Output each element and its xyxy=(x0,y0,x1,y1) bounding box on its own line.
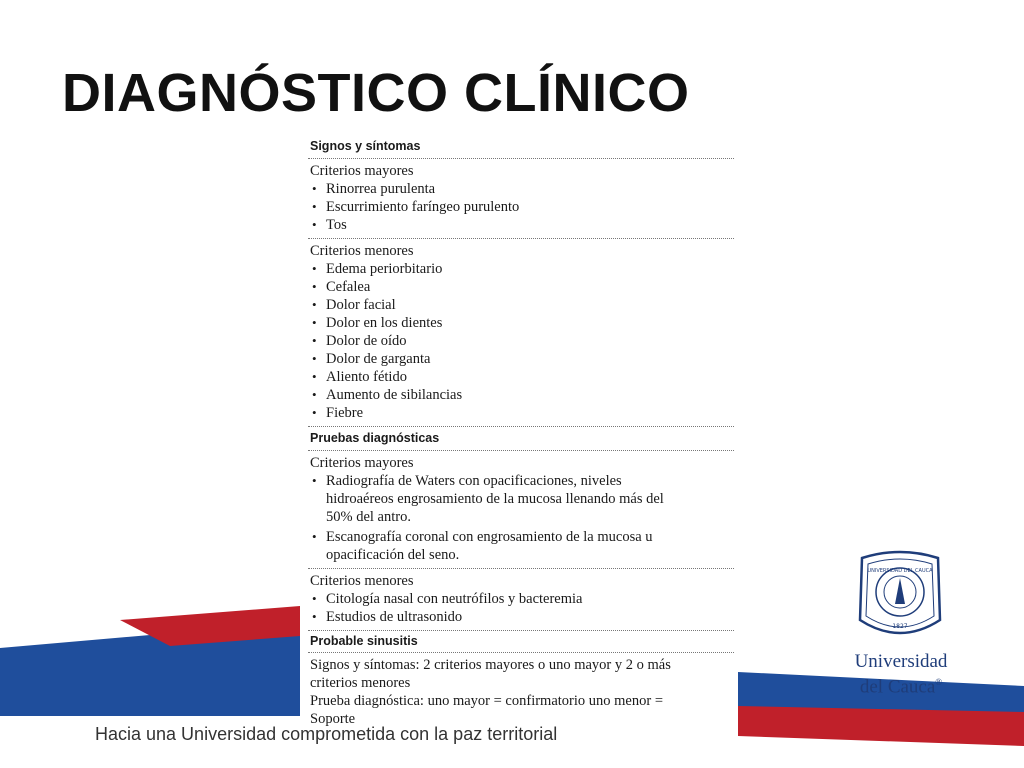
rule xyxy=(308,426,734,427)
footer-slogan: Hacia una Universidad comprometida con la paz territorial xyxy=(95,724,558,744)
bullet: • xyxy=(312,405,317,420)
probable-heading: Probable sinusitis xyxy=(310,634,418,648)
seal-year: 1827 xyxy=(892,623,908,630)
list-item: Dolor de oído xyxy=(326,333,407,349)
probable-line: Prueba diagnóstica: uno mayor = confirmatorio uno menor = xyxy=(310,693,663,709)
list-item-continuation: opacificación del seno. xyxy=(326,547,460,563)
list-item: Citología nasal con neutrófilos y bacteremia xyxy=(326,591,583,607)
signs-minor-title: Criterios menores xyxy=(310,243,414,259)
list-item: Aumento de sibilancias xyxy=(326,387,463,403)
probable-line: criterios menores xyxy=(310,675,411,691)
university-name-line2: del Cauca xyxy=(859,676,936,698)
university-name-line2-wrap xyxy=(836,672,966,697)
list-item-continuation: hidroaéreos engrosamiento de la mucosa llenando más del xyxy=(326,491,664,507)
criteria-document xyxy=(300,132,738,736)
list-item-continuation: 50% del antro. xyxy=(326,509,411,525)
bullet: • xyxy=(312,181,317,196)
bullet: • xyxy=(312,279,317,294)
list-item: Edema periorbitario xyxy=(326,261,443,277)
tests-heading: Pruebas diagnósticas xyxy=(310,431,440,445)
bullet: • xyxy=(312,217,317,232)
signs-heading: Signos y síntomas xyxy=(310,139,421,153)
signs-major-title: Criterios mayores xyxy=(310,163,414,179)
list-item: Fiebre xyxy=(326,405,364,421)
bullet: • xyxy=(312,609,317,624)
bullet: • xyxy=(312,199,317,214)
probable-line: Soporte xyxy=(310,711,356,727)
list-item: Aliento fétido xyxy=(326,369,407,385)
bullet: • xyxy=(312,261,317,276)
probable-line: Signos y síntomas: 2 criterios mayores o uno mayor y 2 o más xyxy=(310,657,671,673)
bullet: • xyxy=(312,529,317,544)
tests-minor-title: Criterios menores xyxy=(310,573,414,589)
bullet: • xyxy=(312,351,317,366)
rule xyxy=(308,568,734,569)
rule xyxy=(308,450,734,451)
list-item: Escanografía coronal con engrosamiento de la mucosa u xyxy=(326,529,653,545)
university-name xyxy=(836,652,966,697)
bullet: • xyxy=(312,591,317,606)
university-seal-logo xyxy=(848,548,952,648)
bullet: • xyxy=(312,333,317,348)
seal-text: UNIVERSIDAD DEL CAUCA xyxy=(867,568,933,574)
list-item: Tos xyxy=(326,217,347,233)
list-item: Rinorrea purulenta xyxy=(326,181,436,197)
bullet: • xyxy=(312,297,317,312)
bullet: • xyxy=(312,369,317,384)
list-item: Dolor facial xyxy=(326,297,396,313)
rule xyxy=(308,158,734,159)
rule xyxy=(308,238,734,239)
tests-major-title: Criterios mayores xyxy=(310,455,414,471)
slide-title: DIAGNÓSTICO CLÍNICO xyxy=(62,63,690,123)
rule xyxy=(308,630,734,631)
rule xyxy=(308,652,734,653)
list-item: Radiografía de Waters con opacificaciones, niveles xyxy=(326,473,622,489)
list-item: Escurrimiento faríngeo purulento xyxy=(326,199,520,215)
list-item: Cefalea xyxy=(326,279,371,295)
university-name-line1: Universidad xyxy=(854,651,948,672)
bullet: • xyxy=(312,387,317,402)
list-item: Estudios de ultrasonido xyxy=(326,609,463,625)
list-item: Dolor en los dientes xyxy=(326,315,443,331)
bullet: • xyxy=(312,473,317,488)
bullet: • xyxy=(312,315,317,330)
registered-mark: ® xyxy=(935,677,943,687)
list-item: Dolor de garganta xyxy=(326,351,431,367)
red-band-right xyxy=(738,706,1024,746)
